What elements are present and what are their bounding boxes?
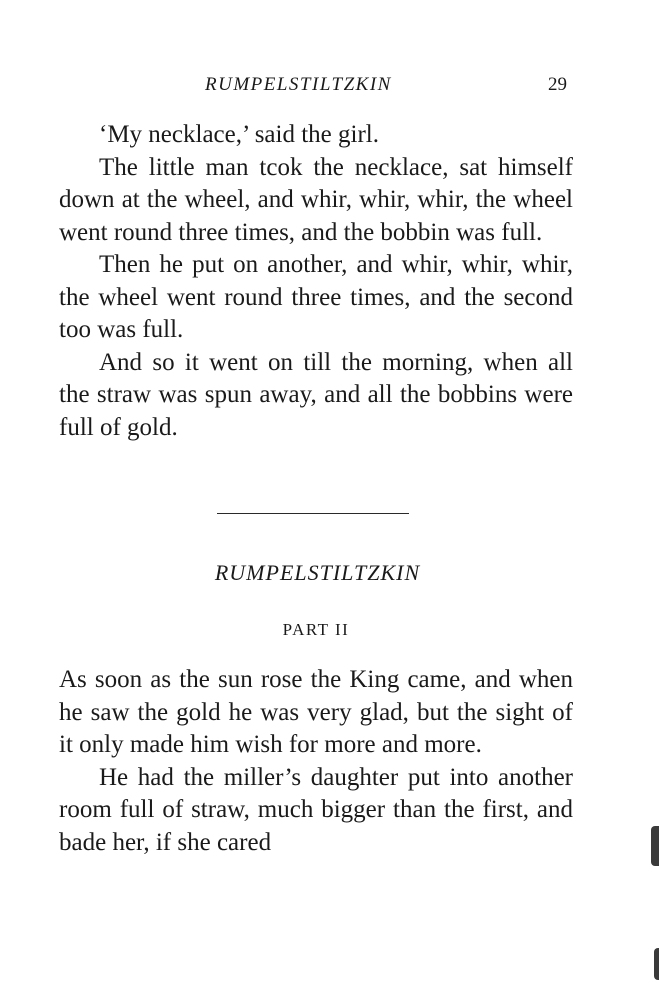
- running-title: RUMPELSTILTZKIN: [205, 74, 392, 95]
- paragraph: ‘My necklace,’ said the girl.: [99, 121, 379, 148]
- running-header: [0, 74, 659, 102]
- section-divider: [217, 513, 409, 514]
- paragraph: As soon as the sun rose the King came, and when he saw the gold he was very glad, but the sight of it only made him wish for more and more.: [59, 666, 573, 758]
- section-title: RUMPELSTILTZKIN: [214, 560, 421, 585]
- paragraph: He had the miller’s daughter put into another room full of straw, much bigger than the first, and bade her, if she cared: [59, 763, 573, 856]
- text-block-before: [59, 119, 573, 444]
- text-block-after: [59, 664, 573, 859]
- paragraph: And so it went on till the morning, when all the straw was spun away, and all the bobbins were full of gold.: [59, 348, 573, 441]
- page-number: 29: [548, 74, 567, 95]
- paragraph: The little man tcok the necklace, sat himself down at the wheel, and whir, whir, whir, the wheel went round three times, and the bobbin was full.: [59, 153, 573, 246]
- paragraph: Then he put on another, and whir, whir, whir, the wheel went round three times, and the second too was full.: [59, 251, 573, 343]
- page-edge-mark: [654, 948, 659, 980]
- section-subtitle: PART II: [282, 620, 350, 639]
- page-edge-mark: [651, 826, 659, 866]
